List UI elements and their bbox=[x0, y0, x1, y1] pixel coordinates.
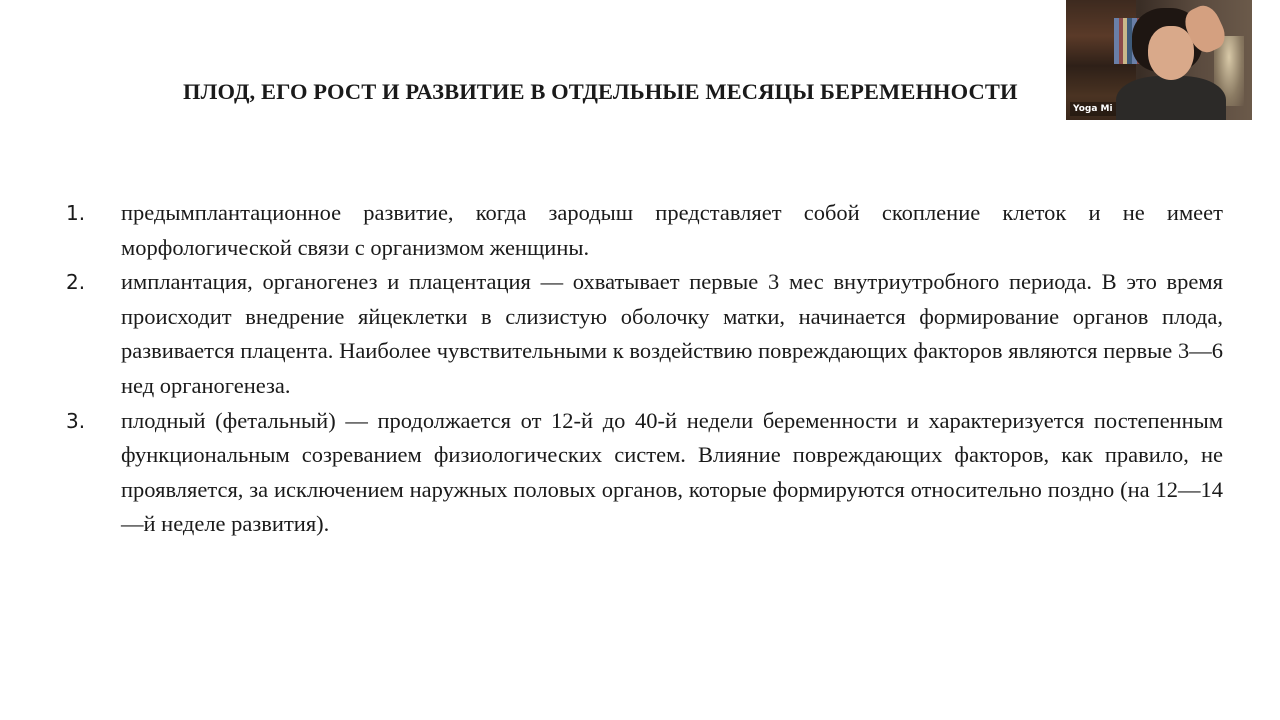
list-item bbox=[66, 265, 1223, 403]
participant-name-label: Yoga Mi bbox=[1070, 102, 1116, 116]
stages-list bbox=[66, 196, 1223, 542]
list-item bbox=[66, 196, 1223, 265]
list-item-number: 2. bbox=[66, 270, 86, 295]
slide-title: ПЛОД, ЕГО РОСТ И РАЗВИТИЕ В ОТДЕЛЬНЫЕ МЕСЯЦЫ БЕРЕМЕННОСТИ bbox=[183, 79, 1018, 104]
list-item-number: 3. bbox=[66, 408, 86, 433]
list-item bbox=[66, 404, 1223, 542]
list-item-text: предымплантационное развитие, когда зародыш представляет собой скопление клеток и не имеет морфологической связи с организмом женщины. bbox=[121, 200, 1223, 260]
list-item-number: 1. bbox=[66, 201, 86, 225]
list-item-text: плодный (фетальный) — продолжается от 12-й до 40-й недели беременности и характеризуется постепенным функциональным созреванием физиологических систем. Влияние повреждающих факторов, как правило, не проявляется, за исключением наружных половых органов, которые формируются относительно поздно (на 12—14—й неделе развития). bbox=[121, 407, 1223, 537]
participant-face bbox=[1148, 26, 1194, 80]
participant-body bbox=[1116, 76, 1226, 120]
participant-video-tile[interactable] bbox=[1066, 0, 1252, 120]
list-item-text: имплантация, органогенез и плацентация — охватывает первые 3 мес внутриутробного периода. В это время происходит внедрение яйцеклетки в слизистую оболочку матки, начинается формирование органов плода, развивается плацента. Наиболее чувствительными к воздействию повреждающих факторов являются первые 3—6 нед органогенеза. bbox=[121, 269, 1223, 398]
